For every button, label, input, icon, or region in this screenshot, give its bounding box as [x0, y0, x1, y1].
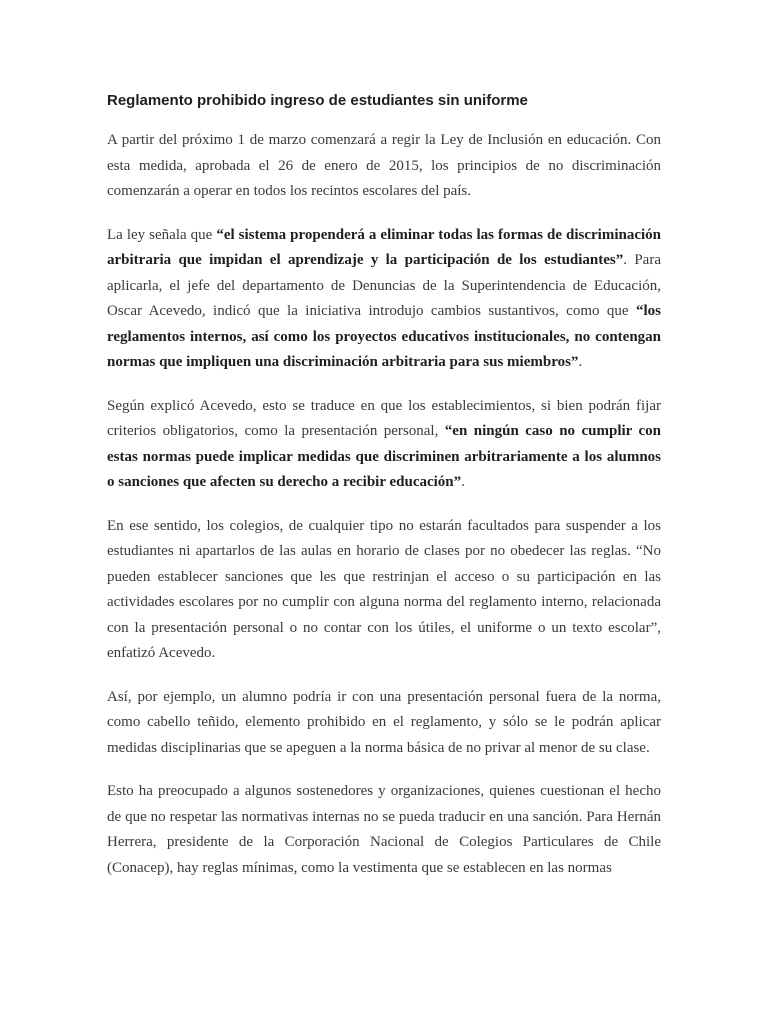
paragraph-2-text-a: La ley señala que: [107, 226, 217, 243]
paragraph-1: A partir del próximo 1 de marzo comenzará a regir la Ley de Inclusión en educación. Con esta medida, aprobada el 26 de enero de 2015, los principios de no discriminación comenzarán a operar en todos los recintos escolares del país.: [107, 132, 661, 199]
paragraph-3: [107, 394, 661, 496]
article-title: Reglamento prohibido ingreso de estudiantes sin uniforme: [107, 92, 528, 109]
paragraph-2-text-c: . Para aplicarla, el jefe del departamento de Denuncias de la Superintendencia de Educación, Oscar Acevedo, indicó que la iniciativa introdujo cambios sustantivos, como que: [107, 252, 661, 319]
paragraph-2-quote-2: “los reglamentos internos, así como los proyectos educativos institucionales, no contengan normas que impliquen una discriminación arbitraria para sus miembros”: [107, 303, 661, 370]
paragraph-2-text-e: .: [578, 354, 583, 370]
paragraph-5: Así, por ejemplo, un alumno podría ir con una presentación personal fuera de la norma, como cabello teñido, elemento prohibido en el reglamento, y sólo se le podrán aplicar medidas disciplinarias que se apeguen a la norma básica de no privar al menor de su clase.: [107, 688, 661, 756]
paragraph-3-text-c: .: [461, 474, 465, 490]
paragraph-3-quote: “en ningún caso no cumplir con estas normas puede implicar medidas que discriminen arbitrariamente a los alumnos o sanciones que afecten su derecho a recibir educación”: [107, 423, 661, 490]
paragraph-2: [107, 223, 661, 376]
paragraph-4: En ese sentido, los colegios, de cualquier tipo no estarán facultados para suspender a los estudiantes ni apartarlos de las aulas en horario de clases por no obedecer las reglas. “No pueden establecer sanciones que les que restrinjan el acceso o su participación en las actividades escolares por no cumplir con alguna norma del reglamento interno, relacionada con la presentación personal o no contar con los útiles, el uniforme o un texto escolar”, enfatizó Acevedo.: [107, 517, 661, 661]
document-page: [107, 90, 661, 899]
paragraph-3-text-a: Según explicó Acevedo, esto se traduce en que los establecimientos, si bien podrán fijar criterios obligatorios, como la presentación personal,: [107, 397, 661, 439]
paragraph-2-quote-1: “el sistema propenderá a eliminar todas las formas de discriminación arbitraria que impidan el aprendizaje y la participación de los estudiantes”: [107, 226, 662, 268]
paragraph-6: Esto ha preocupado a algunos sostenedores y organizaciones, quienes cuestionan el hecho de que no respetar las normativas internas no se pueda traducir en una sanción. Para Hernán Herrera, presidente de la Corporación Nacional de Colegios Particulares de Chile (Conacep), hay reglas mínimas, como la vestimenta que se establecen en las normas: [107, 783, 661, 876]
